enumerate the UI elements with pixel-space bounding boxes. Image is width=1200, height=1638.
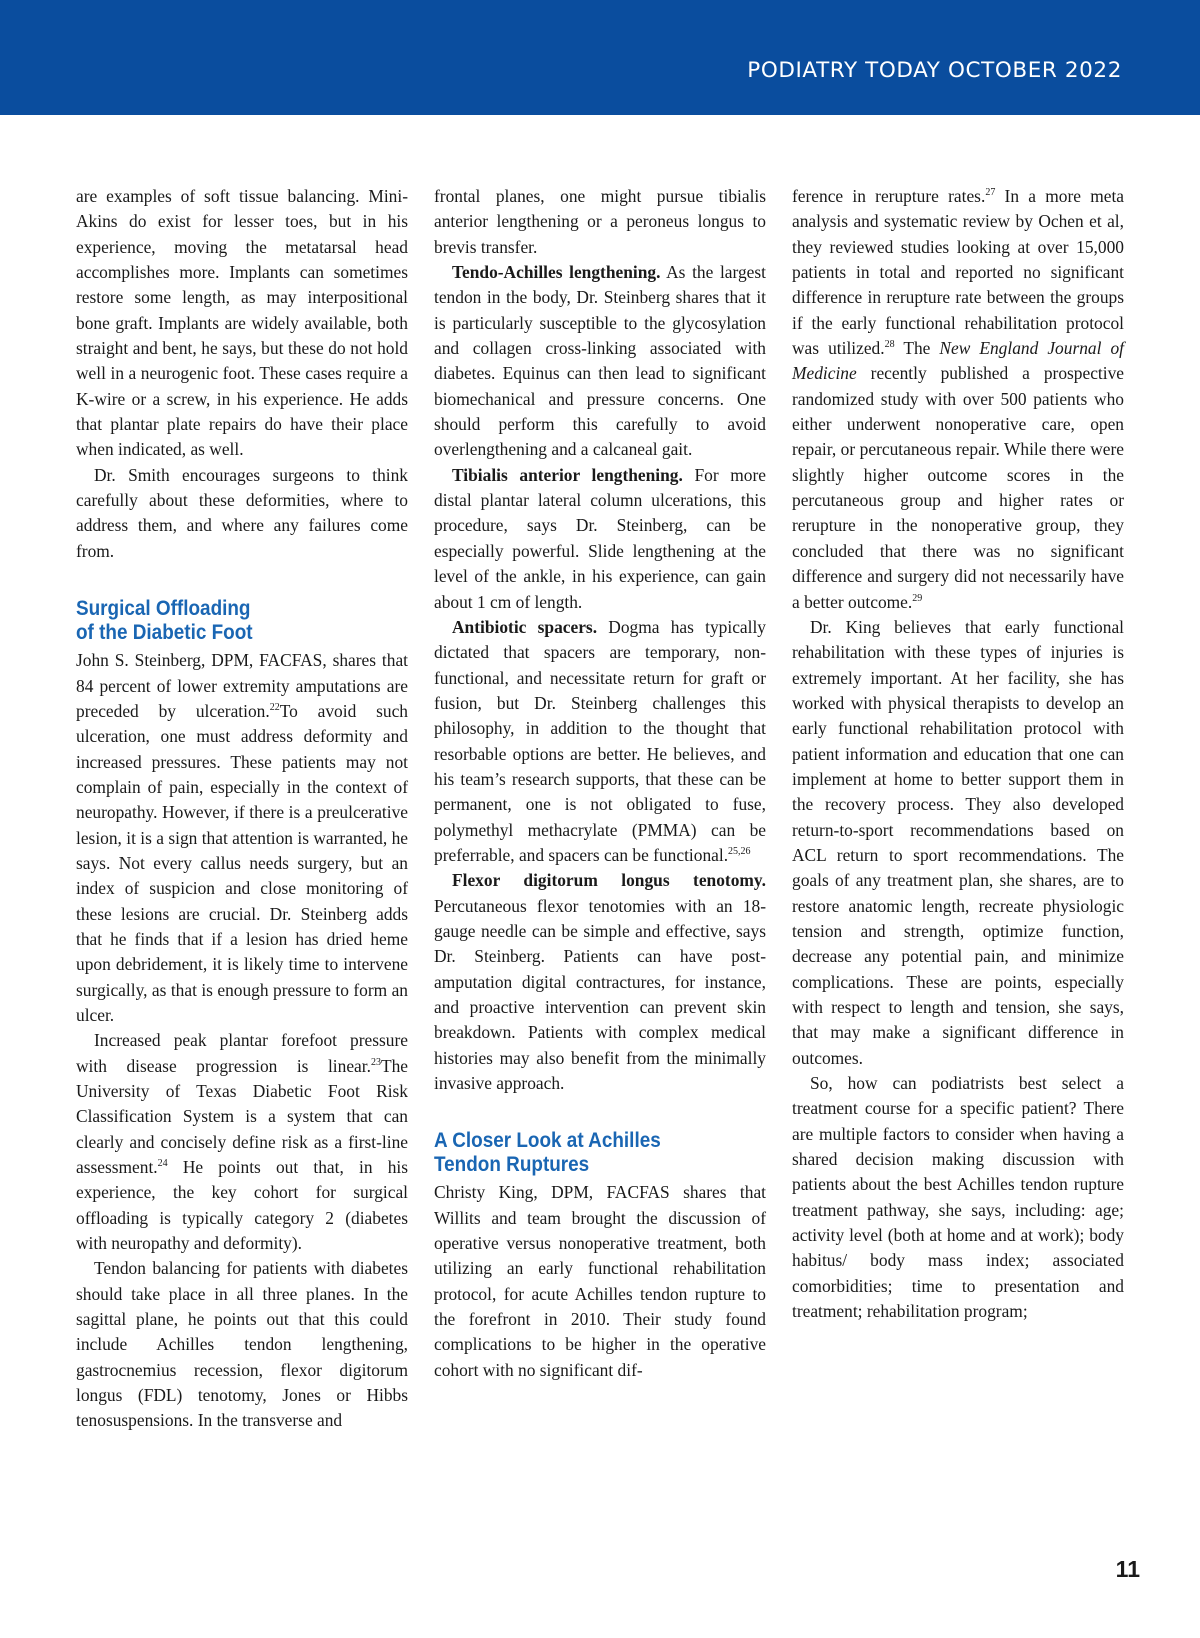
text-run: ference in rerupture rates. [792,186,986,206]
text-run: John S. Steinberg, DPM, FACFAS, shares that 84 percent of lower extremity amputations are preceded by ulceration. [76,650,408,721]
text-run: Percutaneous flexor tenotomies with an 18-gauge needle can be simple and effective, says Dr. Steinberg. Patients can have post-amputation digital contractures, for instance, and proactive intervention can prevent skin breakdown. Patients with complex medical histories may also benefit from the minimally invasive approach. [434,895,766,1094]
column-1 [76,184,408,1434]
paragraph: Tendon balancing for patients with diabetes should take place in all three planes. In the sagittal plane, he points out that this could include Achilles tendon lengthening, gastrocnemius recession, flexor digitorum longus (FDL) tenotomy, Jones or Hibbs tenosuspensions. In the transverse and [76,1258,408,1431]
runin-heading: Flexor digitorum longus tenotomy. [452,870,766,891]
heading-line: Surgical Offloading [76,596,251,621]
paragraph [76,648,408,1028]
citation: 29 [912,592,923,604]
column-3 [792,184,1124,1324]
section-heading-achilles [434,1128,760,1176]
runin-heading: Tibialis anterior lengthening. [452,464,683,485]
paragraph: Christy King, DPM, FACFAS shares that Willits and team brought the discussion of operative versus nonoperative treatment, both utilizing an early functional rehabilitation protocol, for acute Achilles tendon rupture to the forefront in 2010. Their study found complications to be higher in the operative cohort with no significant dif- [434,1182,766,1380]
paragraph: frontal planes, one might pursue tibialis anterior lengthening or a peroneus longus to brevis transfer. [434,186,766,257]
runin-heading: Tendo-Achilles lengthening. [452,262,661,283]
text-run: The [894,338,940,359]
paragraph [434,615,766,868]
page-number: 11 [1115,1556,1140,1582]
citation: 28 [884,339,895,351]
paragraph [434,463,766,615]
paragraph [434,868,766,1096]
heading-line: Tendon Ruptures [434,1152,590,1177]
runin-heading: Antibiotic spacers. [452,616,598,637]
text-run: Dogma has typically dictated that spacers are temporary, non-functional, and necessitate return for graft or fusion, but Dr. Steinberg challenges this philosophy, in addition to the thought that resorbable options are better. He believes, and his team’s research supports, that these can be permanent, one is not obligated to fuse, polymethyl methacrylate (PMMA) can be preferrable, and spacers can be functional. [434,616,766,865]
text-run: In a more meta analysis and systematic review by Ochen et al, they reviewed studies looking at over 15,000 patients in total and reported no significant difference in rerupture rate between the groups if the early functional rehabilitation protocol was utilized. [792,186,1124,359]
paragraph [792,184,1124,615]
paragraph: Dr. Smith encourages surgeons to think carefully about these deformities, where to address them, and where any failures come from. [76,464,408,561]
citation: 27 [985,187,996,198]
text-run: The University of Texas Diabetic Foot Risk Classification System is a system that can clearly and concisely define risk as a first-line assessment. [76,1055,408,1178]
citation: 24 [157,1158,168,1170]
paragraph: Dr. King believes that early functional rehabilitation with these types of injuries is extremely important. At her facility, she has worked with physical therapists to develop an early functional rehabilitation protocol with patient information and education that one can implement at home to better support them in the recovery process. They also developed return-to-sport recommendations based on ACL return to sport recommendations. The goals of any treatment plan, she shares, are to restore anatomic length, recreate physiologic tension and strength, optimize function, decrease any potential pain, and minimize complications. These are points, especially with respect to length and tension, she says, that may make a significant difference in outcomes. [792,616,1124,1068]
paragraph [434,260,766,463]
header-band [0,0,1200,115]
text-run: recently published a prospective randomized study with over 500 patients who either underwent nonoperative care, open repair, or percutaneous repair. While there were slightly higher outcome scores in the percutaneous group and higher rates or rerupture in the nonoperative group, they concluded that there was no significant difference and surgery did not necessarily have a better outcome. [792,363,1124,612]
text-run: To avoid such ulceration, one must address deformity and increased pressures. These patients may not complain of pain, especially in the context of neuropathy. However, if there is a preulcerative lesion, it is a sign that attention is warranted, he says. Not every callus needs surgery, but an index of suspicion and close monitoring of these lesions are crucial. Dr. Steinberg adds that he finds that if a lesion has dried heme upon debridement, it is likely time to intervene surgically, as that is enough pressure to form an ulcer. [76,700,408,1025]
publication-title: PODIATRY TODAY OCTOBER 2022 [747,58,1122,83]
paragraph: So, how can podiatrists best select a treatment course for a specific patient? There are multiple factors to consider when having a shared decision making discussion with patients about the best Achilles tendon rupture treatment pathway, she says, including: age; activity level (both at home and at work); body habitus/ body mass index; associated comorbidities; time to presentation and treatment; rehabilitation program; [792,1073,1124,1322]
journal-title: New England Journal of Medicine [792,338,1124,384]
paragraph [76,1028,408,1256]
citation: 22 [269,701,280,713]
heading-line: of the Diabetic Foot [76,620,253,645]
text-run: He points out that, in his experience, the key cohort for surgical offloading is typically category 2 (diabetes with neuropathy and deformity). [76,1157,408,1254]
text-run: As the largest tendon in the body, Dr. Steinberg shares that it is particularly susceptible to the glycosylation and collagen cross-linking associated with diabetes. Equinus can then lead to significant biomechanical and pressure concerns. One should perform this carefully to avoid overlengthening and a calcaneal gait. [434,262,766,460]
text-run: Increased peak plantar forefoot pressure with disease progression is linear. [76,1030,408,1076]
heading-line: A Closer Look at Achilles [434,1128,661,1153]
citation: 23 [370,1056,381,1068]
paragraph: are examples of soft tissue balancing. Mini-Akins do exist for lesser toes, but in his experience, moving the metatarsal head accomplishes more. Implants can sometimes restore some length, as may interpositional bone graft. Implants are widely available, both straight and bent, he says, but these do not hold well in a neurogenic foot. These cases require a K-wire or a screw, in his experience. He adds that plantar plate repairs do have their place when indicated, as well. [76,186,408,460]
text-run: For more distal plantar lateral column ulcerations, this procedure, says Dr. Steinberg, can be especially powerful. Slide lengthening at the level of the ankle, in his experience, can gain about 1 cm of length. [434,464,766,612]
citation: 25,26 [728,845,751,857]
column-2 [434,184,766,1383]
section-heading-surgical-offloading [76,596,402,644]
